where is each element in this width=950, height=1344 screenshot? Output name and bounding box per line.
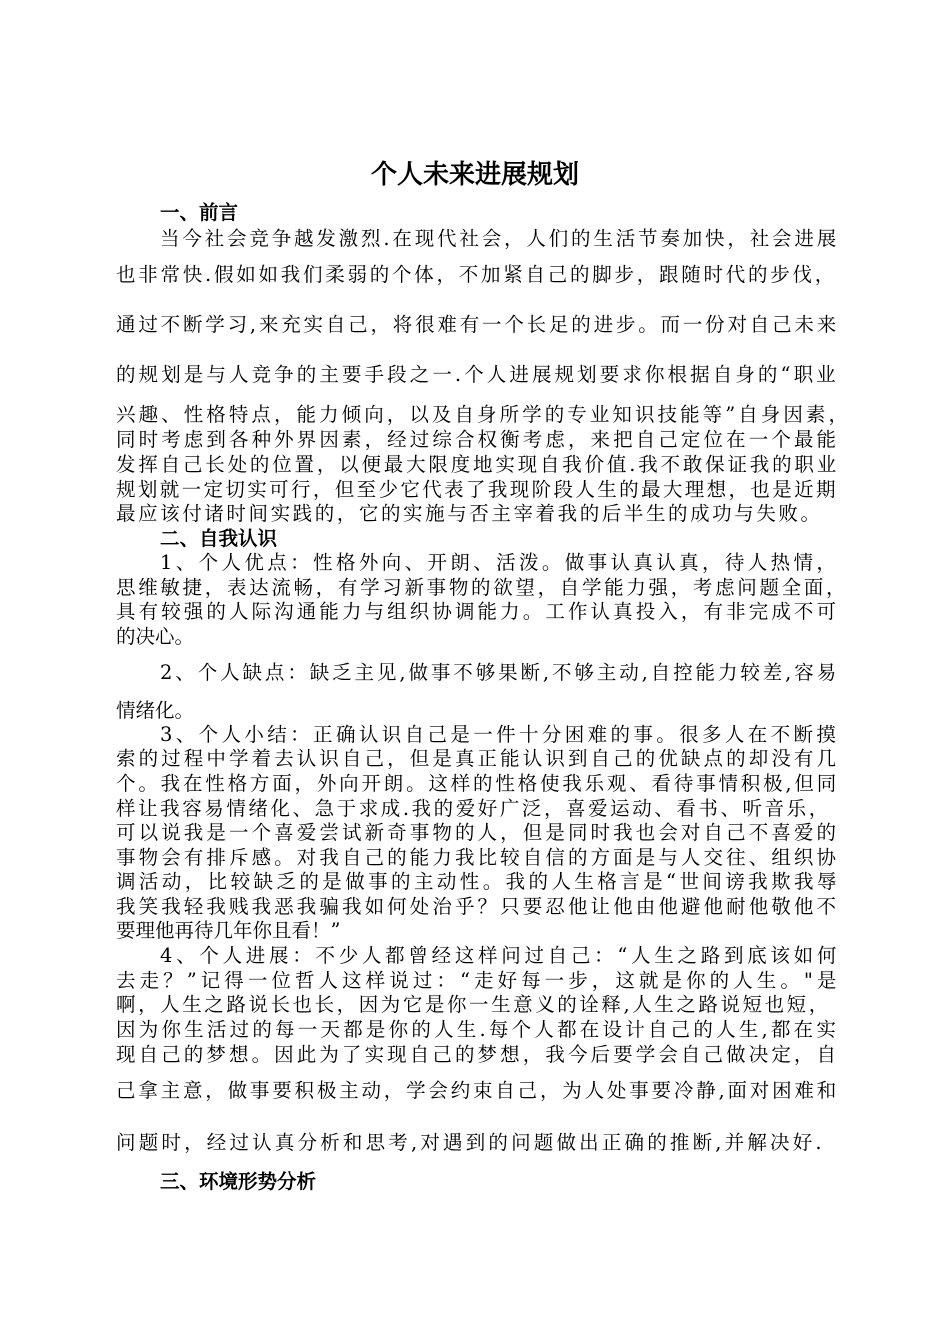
body-line: 啊，人生之路说长也长，因为它是你一生意义的诠释,人生之路说短也短， [116, 993, 831, 1016]
body-line: 问题时，经过认真分析和思考,对遇到的问题做出正确的推断,并解决好. [116, 1131, 825, 1154]
body-line: 的规划是与人竞争的主要手段之一.个人进展规划要求你根据自身的“职业 [116, 363, 839, 386]
body-line: 发挥自己长处的位置，以便最大限度地实现自我价值.我不敢保证我的职业 [116, 453, 840, 476]
body-line: 4、个人进展：不少人都曾经这样问过自己：“人生之路到底该如何 [160, 944, 841, 967]
body-line: 思维敏捷，表达流畅，有学习新事物的欲望，自学能力强，考虑问题全面， [116, 576, 849, 599]
body-line: 具有较强的人际沟通能力与组织协调能力。工作认真投入，有非完成不可 [116, 600, 840, 623]
body-line: 情绪化。 [116, 699, 195, 722]
body-line: 的决心。 [116, 625, 195, 648]
body-line: 个。我在性格方面，外向开朗。这样的性格使我乐观、看待事情积极,但同 [116, 772, 840, 795]
body-line: 同时考虑到各种外界因素，经过综合权衡考虑，来把自己定位在一个最能 [116, 428, 840, 451]
body-line: 因为你生活过的每一天都是你的人生.每个人都在设计自己的人生,都在实 [116, 1018, 840, 1041]
section-heading: 二、自我认识 [160, 527, 278, 550]
body-line: 现自己的梦想。因此为了实现自己的梦想，我今后要学会自己做决定，自 [116, 1043, 840, 1066]
body-line: 事物会有排斥感。对我自己的能力我比较自信的方面是与人交往、组织协 [116, 846, 840, 869]
body-line: 1、个人优点：性格外向、开朗、活泼。做事认真认真，待人热情， [160, 551, 840, 574]
body-line: 2、个人缺点：缺乏主见,做事不够果断,不够主动,自控能力较差,容易 [160, 661, 840, 684]
body-line: 索的过程中学着去认识自己，但是真正能认识到自己的优缺点的却没有几 [116, 747, 840, 770]
body-line: 当今社会竞争越发激烈.在现代社会，人们的生活节奏加快，社会进展 [160, 227, 840, 250]
body-line: 兴趣、性格特点，能力倾向，以及自身所学的专业知识技能等”自身因素， [116, 403, 852, 426]
body-line: 样让我容易情绪化、急于求成.我的爱好广泛，喜爱运动、看书、听音乐， [116, 797, 831, 820]
body-line: 调活动，比较缺乏的是做事的主动性。我的人生格言是“世间谤我欺我辱 [116, 870, 840, 893]
section-heading: 三、环境形势分析 [160, 1170, 317, 1193]
body-line: 最应该付诸时间实践的，它的实施与否主宰着我的后半生的成功与失败。 [116, 502, 823, 525]
body-line: 3、个人小结：正确认识自己是一件十分困难的事。很多人在不断摸 [160, 723, 840, 746]
body-line: 也非常快.假如如我们柔弱的个体，不加紧自己的脚步，跟随时代的步伐， [116, 263, 837, 286]
body-line: 去走？”记得一位哲人这样说过：“走好每一步，这就是你的人生。"是 [116, 969, 841, 992]
body-line: 通过不断学习,来充实自己，将很难有一个长足的进步。而一份对自己未来 [116, 313, 840, 336]
page-title: 个人未来进展规划 [370, 160, 579, 190]
section-heading: 一、前言 [160, 201, 239, 224]
body-line: 可以说我是一个喜爱尝试新奇事物的人，但是同时我也会对自己不喜爱的 [116, 821, 840, 844]
body-line: 要理他再待几年你且看！” [116, 919, 341, 942]
body-line: 己拿主意，做事要积极主动，学会约束自己，为人处事要冷静,面对困难和 [116, 1079, 840, 1102]
body-line: 规划就一定切实可行，但至少它代表了我现阶段人生的最大理想，也是近期 [116, 478, 838, 501]
body-line: 我笑我轻我贱我恶我骗我如何处治乎？只要忍他让他由他避他耐他敬他不 [116, 895, 840, 918]
